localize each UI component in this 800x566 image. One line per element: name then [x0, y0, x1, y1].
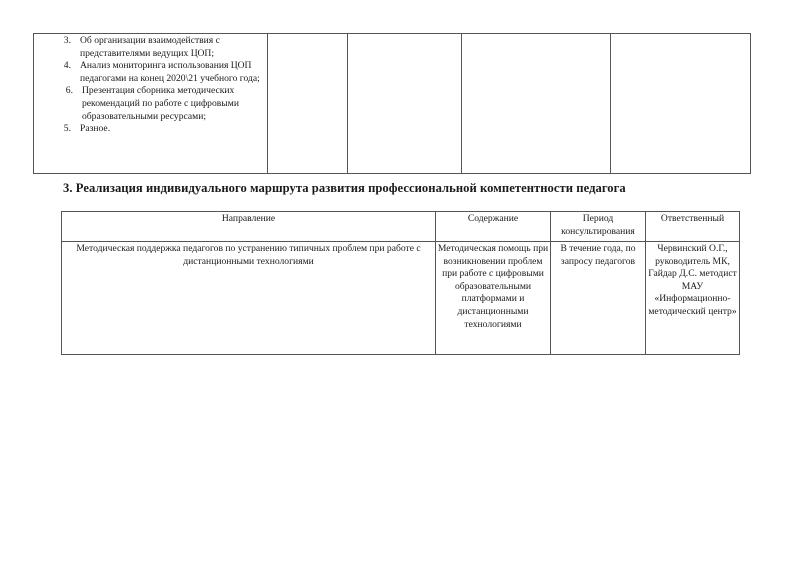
header-content: Содержание	[436, 212, 551, 242]
item-number: 6.	[65, 85, 73, 97]
header-period: Период консультирования	[551, 212, 646, 242]
header-row	[62, 212, 740, 242]
empty-cell	[611, 34, 751, 174]
item-number: 4.	[63, 60, 71, 72]
cell-content: Методическая помощь при возникновении проблем при работе с цифровыми образовательными платформами и дистанционными технологиями	[436, 242, 551, 355]
item-text: Анализ мониторинга использования ЦОП педагогами на конец 2020\21 учебного года;	[80, 60, 260, 84]
empty-cell	[268, 34, 348, 174]
item-text: Презентация сборника методических рекомендаций по работе с цифровыми образовательными ресурсами;	[82, 85, 239, 122]
header-responsible: Ответственный	[646, 212, 740, 242]
cell-direction: Методическая поддержка педагогов по устранению типичных проблем при работе с дистанционными технологиями	[62, 242, 436, 355]
header-direction: Направление	[62, 212, 436, 242]
table-row	[34, 34, 751, 174]
cell-responsible: Червинский О.Г., руководитель МК, Гайдар Д.С. методист МАУ «Информационно-методический центр»	[646, 242, 740, 355]
section-heading: 3. Реализация индивидуального маршрута развития профессиональной компетентности педагога	[63, 181, 626, 195]
cell-period: В течение года, по запросу педагогов	[551, 242, 646, 355]
item-text: Об организации взаимодействия с представителями ведущих ЦОП;	[80, 35, 220, 59]
empty-cell	[462, 34, 611, 174]
route-table	[61, 211, 740, 355]
item-text: Разное.	[80, 123, 111, 135]
table-row	[62, 242, 740, 355]
list-item	[34, 85, 263, 123]
agenda-table	[33, 33, 751, 174]
list-item	[34, 60, 263, 85]
agenda-cell	[34, 34, 268, 174]
list-item	[34, 123, 263, 136]
item-number: 3.	[63, 35, 71, 46]
empty-cell	[348, 34, 462, 174]
agenda-list	[34, 34, 267, 136]
list-item	[34, 35, 263, 60]
item-number: 5.	[63, 123, 71, 135]
